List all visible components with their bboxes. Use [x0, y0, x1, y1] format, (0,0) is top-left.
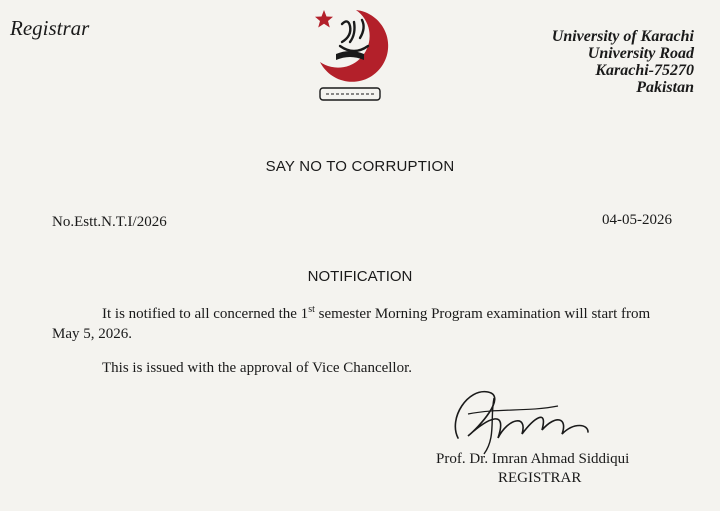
body-text: It is notified to all concerned the 1	[102, 306, 309, 322]
university-logo-icon	[312, 6, 390, 106]
address-line: Pakistan	[636, 79, 694, 96]
office-heading: Registrar	[10, 16, 90, 40]
address-line: Karachi-75270	[595, 62, 694, 79]
body-paragraph-1	[52, 304, 682, 344]
university-address	[552, 28, 694, 96]
signatory-title: REGISTRAR	[498, 470, 582, 486]
address-line: University Road	[587, 45, 694, 62]
notification-title: NOTIFICATION	[307, 268, 413, 285]
body-paragraph-2: This is issued with the approval of Vice Chancellor.	[102, 360, 413, 376]
signatory-name: Prof. Dr. Imran Ahmad Siddiqui	[436, 451, 630, 467]
reference-number: No.Estt.N.T.I/2026	[52, 214, 167, 230]
notification-date: 04-05-2026	[602, 212, 672, 228]
slogan: SAY NO TO CORRUPTION	[265, 158, 455, 175]
handwritten-signature-icon	[438, 378, 618, 458]
address-line: University of Karachi	[551, 28, 694, 45]
body-line: May 5, 2026.	[52, 326, 132, 342]
body-text: semester Morning Program examination will start from	[314, 306, 651, 322]
body-line	[52, 304, 682, 324]
ordinal-suffix: st	[308, 304, 315, 315]
